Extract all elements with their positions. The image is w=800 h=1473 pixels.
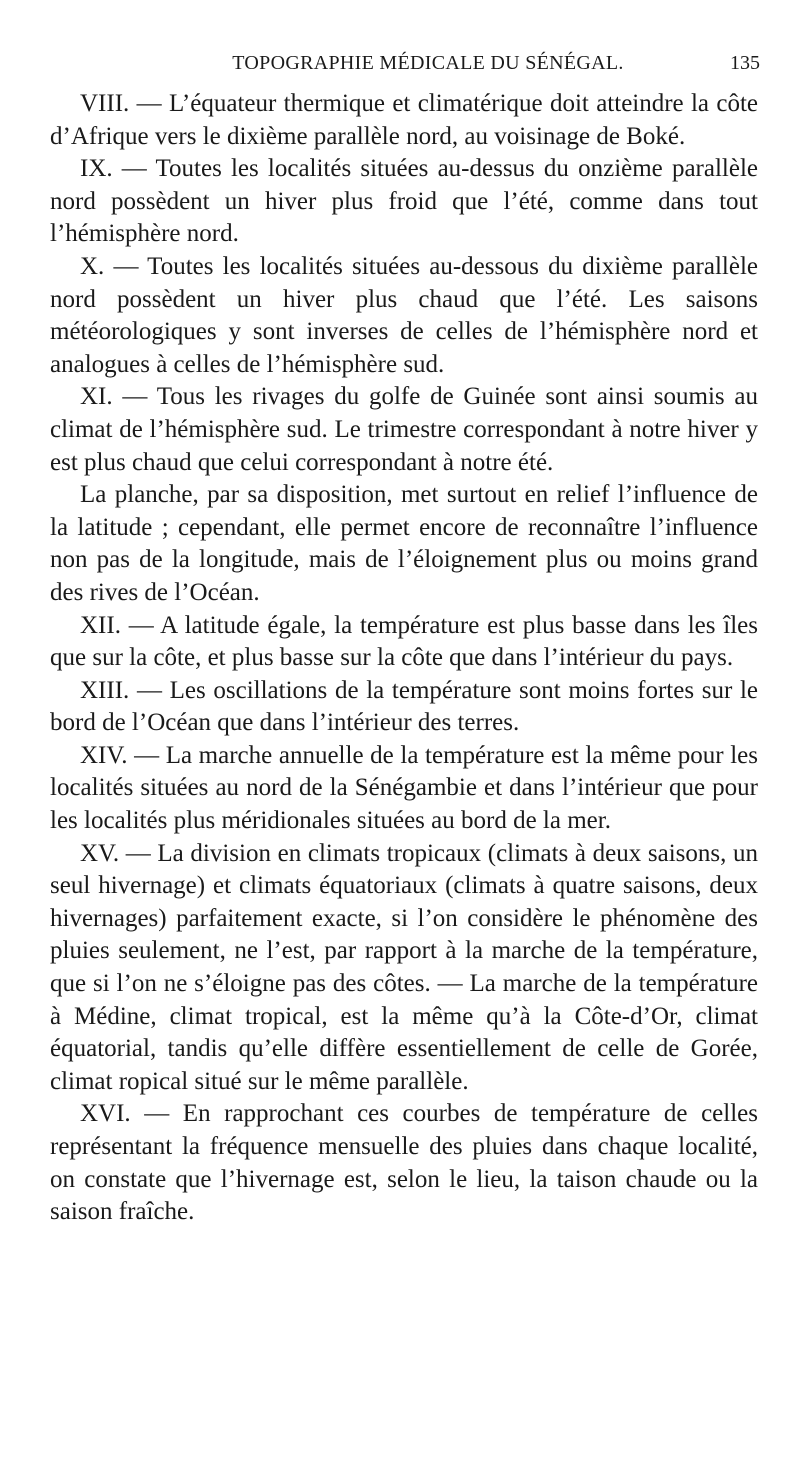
running-title: TOPOGRAPHIE MÉDICALE DU SÉNÉGAL. xyxy=(232,52,624,74)
paragraph-viii: VIII. — L’équateur thermique et climatérique doit atteindre la côte d’Afrique vers le dixième parallèle nord, au voisinage de Boké. xyxy=(50,90,758,150)
paragraph-xv: XV. — La division en climats tropicaux (climats à deux saisons, un seul hivernage) et climats équatoriaux (climats à quatre saisons, deux hivernages) parfaitement exacte, si l’on considère le phénomène des pluies seulement, ne l’est, par rapport à la marche de la température, que si l’on ne s’éloigne pas des côtes. — La marche de la température à Médine, climat tropical, est la même qu’à la Côte-d’Or, climat équatorial, tandis qu’elle diffère essentiellement de celle de Gorée, climat ropical situé sur le même parallèle. xyxy=(50,839,758,1095)
paragraph-xiv: XIV. — La marche annuelle de la température est la même pour les localités situées au nord de la Sénégambie et dans l’intérieur que pour les localités plus méridionales situées au bord de la mer. xyxy=(50,741,758,835)
paragraph-xvi: XVI. — En rapprochant ces courbes de température de celles représentant la fréquence mensuelle des pluies dans chaque localité, on constate que l’hivernage est, selon le lieu, la taison chaude ou la saison fraîche. xyxy=(50,1100,758,1226)
paragraph-ix: IX. — Toutes les localités situées au-dessus du onzième parallèle nord possèdent un hiver plus froid que l’été, comme dans tout l’hémisphère nord. xyxy=(50,155,758,248)
paragraph-xiii: XIII. — Les oscillations de la température sont moins fortes sur le bord de l’Océan que dans l’intérieur des terres. xyxy=(50,676,758,737)
page-number: 135 xyxy=(730,52,760,74)
paragraph-planche: La planche, par sa disposition, met surtout en relief l’influence de la latitude ; cependant, elle permet encore de reconnaître l’influence non pas de la longitude, mais de l’éloignement plus ou moins grand des rives de l’Océan. xyxy=(50,481,758,606)
paragraph-xi: XI. — Tous les rivages du golfe de Guinée sont ainsi soumis au climat de l’hémisphère sud. Le trimestre correspondant à notre hiver y est plus chaud que celui correspondant à notre été. xyxy=(50,383,758,476)
paragraph-x: X. — Toutes les localités situées au-dessous du dixième parallèle nord possèdent un hiver plus chaud que l’été. Les saisons météorologiques y sont inverses de celles de l’hémisphère nord et analogues à celles de l’hémisphère sud. xyxy=(50,252,758,378)
paragraph-xii: XII. — A latitude égale, la température est plus basse dans les îles que sur la côte, et plus basse sur la côte que dans l’intérieur du pays. xyxy=(50,611,758,672)
running-header xyxy=(48,52,760,82)
page-body xyxy=(50,88,758,1229)
